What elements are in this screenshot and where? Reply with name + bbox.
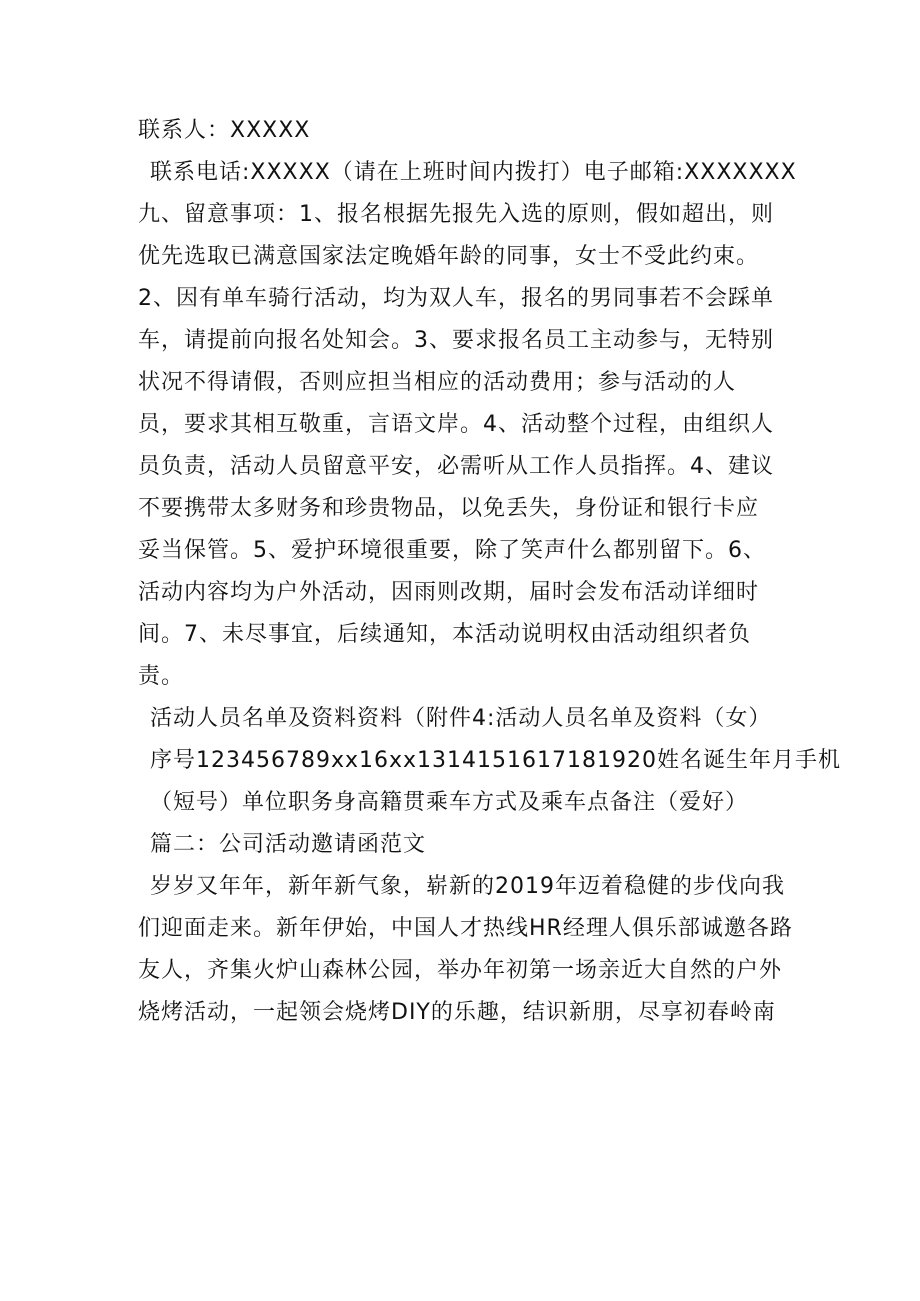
paragraph-line: 员负责，活动人员留意平安，必需听从工作人员指挥。4、建议 (138, 454, 774, 479)
attachment-fields-line: （短号）单位职务身高籍贯乘车方式及乘车点备注（爱好） (150, 790, 749, 815)
paragraph-line: 活动内容均为户外活动，因雨则改期，届时会发布活动详细时 (138, 580, 760, 605)
attachment-title-line: 活动人员名单及资料资料（附件4:活动人员名单及资料（女） (150, 706, 772, 731)
paragraph-line: 责。 (138, 664, 185, 689)
document-body (138, 110, 841, 1034)
paragraph-line: 岁岁又年年，新年新气象，崭新的2019年迈着稳健的步伐向我 (150, 874, 785, 899)
paragraph-line: 2、因有单车骑行活动，均为双人车，报名的男同事若不会踩单 (138, 286, 774, 311)
paragraph-line: 不要携带太多财务和珍贵物品，以免丢失，身份证和银行卡应 (138, 496, 760, 521)
paragraph-line: 车，请提前向报名处知会。3、要求报名员工主动参与，无特别 (138, 328, 774, 353)
paragraph-line: 们迎面走来。新年伊始，中国人才热线HR经理人俱乐部诚邀各路 (138, 916, 793, 941)
paragraph-line: 员，要求其相互敬重，言语文岸。4、活动整个过程，由组织人 (138, 412, 774, 437)
paragraph-line: 状况不得请假，否则应担当相应的活动费用；参与活动的人 (138, 370, 737, 395)
section-heading: 篇二：公司活动邀请函范文 (150, 832, 427, 857)
paragraph-line: 妥当保管。5、爱护环境很重要，除了笑声什么都别留下。6、 (138, 538, 766, 563)
paragraph-line: 优先选取已满意国家法定晚婚年龄的同事，女士不受此约束。 (138, 244, 760, 269)
paragraph-line: 间。7、未尽事宜，后续通知，本活动说明权由活动组织者负 (138, 622, 751, 647)
paragraph-line: 烧烤活动，一起领会烧烤DIY的乐趣，结识新朋，尽享初春岭南 (138, 1000, 776, 1025)
contact-person-line: 联系人：XXXXX (138, 118, 311, 143)
paragraph-line: 友人，齐集火炉山森林公园，举办年初第一场亲近大自然的户外 (138, 958, 783, 983)
attachment-fields-line: 序号123456789xx16xx1314151617181920姓名诞生年月手机 (150, 748, 841, 773)
contact-phone-email-line: 联系电话:XXXXX（请在上班时间内拨打）电子邮箱:XXXXXXX (150, 160, 797, 185)
paragraph-line: 九、留意事项：1、报名根据先报先入选的原则，假如超出，则 (138, 202, 774, 227)
